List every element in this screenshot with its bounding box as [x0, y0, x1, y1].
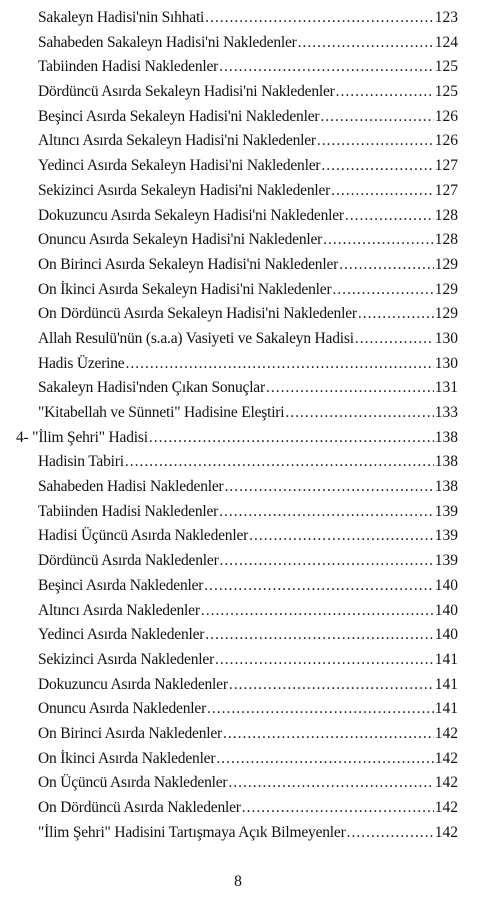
- toc-entry-row: [38, 154, 458, 179]
- dot-leader: [125, 450, 434, 475]
- toc-entry-page: 142: [434, 724, 458, 742]
- toc-entry-row: [38, 179, 458, 204]
- toc-entry[interactable]: [38, 796, 458, 821]
- toc-entry-title: Onuncu Asırda Nakledenler: [38, 700, 207, 718]
- toc-entry[interactable]: [38, 771, 458, 796]
- dot-leader: [242, 796, 434, 821]
- toc-entry-row: [38, 821, 458, 846]
- toc-entry[interactable]: [38, 278, 458, 303]
- toc-entry-row: [38, 228, 458, 253]
- toc-entry-page: 129: [434, 305, 458, 323]
- toc-entry-title: Sahabeden Sakaleyn Hadisi'ni Nakledenler: [38, 33, 297, 51]
- toc-entry-title: Yedinci Asırda Sekaleyn Hadisi'ni Nakledenler: [38, 157, 321, 175]
- toc-entry-page: 130: [434, 354, 458, 372]
- toc-entry[interactable]: [38, 697, 458, 722]
- toc-entry-row: [38, 747, 458, 772]
- toc-entry[interactable]: [38, 302, 458, 327]
- toc-entry-page: 139: [434, 552, 458, 570]
- toc-entry-page: 130: [434, 329, 458, 347]
- toc-entry-row: [38, 376, 458, 401]
- toc-entry-title: Dokuzuncu Asırda Sekaleyn Hadisi'ni Nakledenler: [38, 206, 344, 224]
- toc-entry-title: Allah Resulü'nün (s.a.a) Vasiyeti ve Sakaleyn Hadisi: [38, 329, 354, 347]
- toc-entry-title: "Kitabellah ve Sünneti" Hadisine Eleştiri: [38, 404, 285, 421]
- toc-entry-row: [38, 599, 458, 624]
- toc-entry-page: 123: [434, 9, 458, 26]
- dot-leader: [219, 500, 434, 525]
- dot-leader: [215, 648, 434, 673]
- toc-entry-page: 125: [434, 58, 458, 76]
- toc-entry[interactable]: [38, 475, 458, 500]
- toc-entry-row: [38, 129, 458, 154]
- toc-entry-page: 126: [434, 107, 458, 125]
- toc-entry[interactable]: [38, 129, 458, 154]
- toc-entry[interactable]: [38, 105, 458, 130]
- toc-entry[interactable]: [38, 80, 458, 105]
- dot-leader: [358, 302, 434, 327]
- dot-leader: [320, 105, 433, 130]
- toc-entry-row: [38, 796, 458, 821]
- toc-entry-page: 139: [434, 502, 458, 520]
- toc-entry-title: Altıncı Asırda Nakledenler: [38, 601, 200, 619]
- toc-entry-title: On Dördüncü Asırda Nakledenler: [38, 799, 241, 816]
- dot-leader: [216, 747, 433, 772]
- toc-entry[interactable]: [38, 722, 458, 747]
- toc-entry-title: Hadisin Tabiri: [38, 453, 124, 471]
- dot-leader: [223, 722, 434, 747]
- dot-leader: [298, 31, 434, 56]
- dot-leader: [345, 204, 434, 229]
- toc-entry-title: Tabiinden Hadisi Nakledenler: [38, 502, 219, 520]
- dot-leader: [205, 6, 434, 31]
- toc-entry-page: 124: [434, 33, 458, 51]
- toc-entry[interactable]: [38, 574, 458, 599]
- toc-entry-title: Hadis Üzerine: [38, 354, 125, 372]
- toc-entry-page: 140: [434, 601, 458, 619]
- toc-entry-row: [38, 722, 458, 747]
- dot-leader: [201, 599, 434, 624]
- dot-leader: [317, 129, 434, 154]
- dot-leader: [347, 821, 434, 846]
- dot-leader: [331, 179, 434, 204]
- dot-leader: [149, 426, 434, 451]
- toc-entry-page: 142: [434, 749, 458, 767]
- toc-entry-title: Sekizinci Asırda Sekaleyn Hadisi'ni Nakledenler: [38, 181, 331, 199]
- toc-entry[interactable]: [16, 426, 458, 451]
- dot-leader: [266, 376, 434, 401]
- toc-entry-title: Beşinci Asırda Nakledenler: [38, 576, 204, 594]
- toc-entry-title: Sakaleyn Hadisi'nden Çıkan Sonuçlar: [38, 379, 265, 397]
- toc-entry-row: [38, 574, 458, 599]
- toc-entry[interactable]: [38, 55, 458, 80]
- toc-entry-title: Tabiinden Hadisi Nakledenler: [38, 58, 219, 76]
- toc-entry-title: On Dördüncü Asırda Sekaleyn Hadisi'ni Nakledenler: [38, 305, 357, 323]
- toc-entry[interactable]: [38, 6, 458, 31]
- dot-leader: [204, 574, 434, 599]
- dot-leader: [229, 673, 434, 698]
- toc-entry-page: 129: [434, 280, 458, 298]
- toc-entry-page: 133: [434, 404, 458, 421]
- toc-entry-title: On İkinci Asırda Sekaleyn Hadisi'ni Nakledenler: [38, 280, 332, 298]
- toc-entry-row: [38, 475, 458, 500]
- toc-entry[interactable]: [38, 500, 458, 525]
- toc-entry[interactable]: [38, 253, 458, 278]
- toc-entry[interactable]: [38, 450, 458, 475]
- toc-entry-page: 138: [434, 478, 458, 496]
- toc-entry-page: 131: [434, 379, 458, 397]
- toc-entry-row: [38, 31, 458, 56]
- toc-entry-title: 4- "İlim Şehri" Hadisi: [16, 428, 148, 446]
- dot-leader: [332, 278, 433, 303]
- toc-entry[interactable]: [38, 228, 458, 253]
- toc-entry-title: Sakaleyn Hadisi'nin Sıhhati: [38, 9, 205, 26]
- toc-entry[interactable]: [38, 549, 458, 574]
- toc-entry-page: 142: [434, 823, 458, 841]
- toc-entry[interactable]: [38, 673, 458, 698]
- toc-entry-page: 141: [434, 675, 458, 693]
- toc-entry-title: On İkinci Asırda Nakledenler: [38, 749, 216, 767]
- toc-entry-row: [38, 253, 458, 278]
- toc-entry-page: 127: [434, 157, 458, 175]
- toc-entry-row: [38, 623, 458, 648]
- toc-entry[interactable]: [38, 352, 458, 377]
- toc-entry-page: 138: [434, 453, 458, 471]
- toc-entry-page: 142: [434, 799, 458, 816]
- dot-leader: [205, 623, 433, 648]
- toc-entry[interactable]: [38, 524, 458, 549]
- toc-entry-title: Yedinci Asırda Nakledenler: [38, 626, 205, 644]
- toc-entry[interactable]: [38, 327, 458, 352]
- toc-entry-title: Dokuzuncu Asırda Nakledenler: [38, 675, 228, 693]
- toc-entry[interactable]: [38, 747, 458, 772]
- dot-leader: [285, 401, 433, 426]
- toc-entry-row: [38, 302, 458, 327]
- dot-leader: [355, 327, 434, 352]
- toc-entry-title: Altıncı Asırda Sekaleyn Hadisi'ni Nakledenler: [38, 132, 316, 150]
- toc-entry-title: On Birinci Asırda Sekaleyn Hadisi'ni Nakledenler: [38, 255, 339, 273]
- toc-entry-page: 126: [434, 132, 458, 150]
- toc-entry-page: 128: [434, 231, 458, 249]
- toc-entry-row: [38, 549, 458, 574]
- toc-entry-title: On Birinci Asırda Nakledenler: [38, 724, 223, 742]
- toc-entry[interactable]: [38, 31, 458, 56]
- toc-entry-title: Dördüncü Asırda Sekaleyn Hadisi'ni Nakledenler: [38, 83, 335, 101]
- toc-entry-row: [38, 55, 458, 80]
- toc-entry-page: 138: [434, 428, 458, 446]
- dot-leader: [228, 771, 433, 796]
- table-of-contents: [0, 6, 500, 845]
- toc-entry[interactable]: [38, 401, 458, 426]
- dot-leader: [225, 475, 434, 500]
- toc-entry-page: 142: [434, 774, 458, 792]
- toc-entry-row: [38, 80, 458, 105]
- toc-entry-row: [38, 105, 458, 130]
- toc-entry-row: [38, 204, 458, 229]
- dot-leader: [249, 524, 434, 549]
- toc-entry-row: [38, 524, 458, 549]
- toc-entry-row: [38, 278, 458, 303]
- page-number: 8: [234, 873, 242, 890]
- toc-entry-page: 139: [434, 527, 458, 545]
- toc-entry-page: 141: [434, 700, 458, 718]
- toc-entry-title: Beşinci Asırda Sekaleyn Hadisi'ni Nakledenler: [38, 107, 320, 125]
- toc-entry[interactable]: [38, 821, 458, 846]
- toc-entry-row: [38, 450, 458, 475]
- toc-entry-title: Sekizinci Asırda Nakledenler: [38, 650, 215, 668]
- toc-entry-page: 140: [434, 576, 458, 594]
- toc-entry-row: [16, 426, 458, 451]
- toc-entry-page: 129: [434, 255, 458, 273]
- toc-entry-row: [38, 6, 458, 31]
- toc-entry-title: Hadisi Üçüncü Asırda Nakledenler: [38, 527, 249, 545]
- toc-entry-row: [38, 327, 458, 352]
- toc-entry-row: [38, 500, 458, 525]
- dot-leader: [323, 228, 434, 253]
- toc-entry[interactable]: [38, 599, 458, 624]
- dot-leader: [220, 549, 434, 574]
- dot-leader: [339, 253, 434, 278]
- dot-leader: [126, 352, 434, 377]
- toc-entry-row: [38, 771, 458, 796]
- toc-entry-title: Sahabeden Hadisi Nakledenler: [38, 478, 224, 496]
- toc-entry[interactable]: [38, 648, 458, 673]
- toc-entry-page: 140: [434, 626, 458, 644]
- toc-entry-title: Dördüncü Asırda Nakledenler: [38, 552, 219, 570]
- toc-entry-row: [38, 673, 458, 698]
- toc-entry-page: 141: [434, 650, 458, 668]
- toc-entry-title: Onuncu Asırda Sekaleyn Hadisi'ni Nakledenler: [38, 231, 323, 249]
- dot-leader: [219, 55, 434, 80]
- dot-leader: [336, 80, 434, 105]
- toc-entry[interactable]: [38, 154, 458, 179]
- dot-leader: [207, 697, 434, 722]
- toc-entry-page: 127: [434, 181, 458, 199]
- toc-entry[interactable]: [38, 179, 458, 204]
- toc-entry[interactable]: [38, 376, 458, 401]
- toc-entry[interactable]: [38, 204, 458, 229]
- toc-entry-page: 125: [434, 83, 458, 101]
- dot-leader: [321, 154, 433, 179]
- toc-entry-title: On Üçüncü Asırda Nakledenler: [38, 774, 228, 792]
- toc-entry-page: 128: [434, 206, 458, 224]
- toc-entry-row: [38, 697, 458, 722]
- toc-entry-row: [38, 648, 458, 673]
- toc-entry-row: [38, 352, 458, 377]
- toc-entry-title: "İlim Şehri" Hadisini Tartışmaya Açık Bilmeyenler: [38, 823, 346, 841]
- toc-entry-row: [38, 401, 458, 426]
- toc-entry[interactable]: [38, 623, 458, 648]
